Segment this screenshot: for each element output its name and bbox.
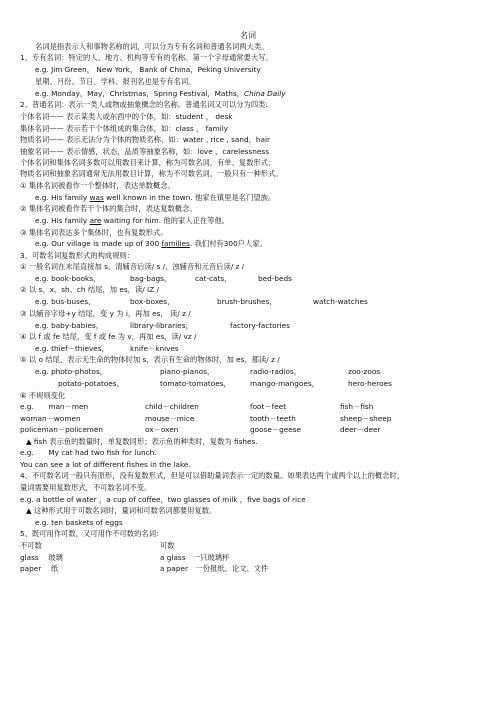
section-1-example-1: e.g. Jim Green， New York， Bank of China，Peking University bbox=[35, 65, 261, 74]
plural-example: brush-brushes， bbox=[217, 297, 277, 306]
countable-note: 个体名词和集体名词多数可以用数目来计算，称为可数名词，有单、复数形式； bbox=[20, 158, 276, 167]
underlined-word: are bbox=[89, 216, 102, 225]
section-1-example-2-italic: China Daily bbox=[243, 89, 286, 98]
plural-rule-6: ⑥ 不规则变化 bbox=[20, 391, 66, 400]
underlined-word: was bbox=[89, 193, 104, 202]
column-header-uncountable: 不可数 bbox=[20, 541, 42, 550]
plural-example: e.g. photo-photos， bbox=[35, 367, 108, 376]
countable-meaning: a paper 一份报纸、论文、文件 bbox=[160, 564, 269, 573]
example-text: . 我们村有300户人家。 bbox=[189, 239, 267, 248]
plural-example: tomato-tomatoes， bbox=[160, 379, 231, 388]
plural-example: zoo-zoos bbox=[348, 367, 381, 376]
section-4-example-2: e.g. ten baskets of eggs bbox=[35, 518, 123, 527]
section-4-example: e.g. a bottle of water ，a cup of coffee，two glasses of milk ，five bags of rice bbox=[20, 495, 306, 504]
plural-example: cat-cats， bbox=[195, 274, 232, 283]
section-5-heading: 5、既可用作可数，又可用作不可数的名词： bbox=[20, 529, 164, 538]
noun-type-material: 物质名词—— 表示无法分为个体的物质名称，如：water , rice , sand，hair bbox=[20, 135, 271, 144]
plural-example: bed-beds bbox=[258, 274, 292, 283]
irregular-plural: woman－women bbox=[20, 414, 81, 423]
column-header-countable: 可数 bbox=[160, 541, 175, 550]
noun-type-individual: 个体名词—— 表示某类人或东西中的个体，如：student ， desk bbox=[20, 112, 233, 121]
irregular-plural: mouse－mice bbox=[145, 414, 195, 423]
plural-example: watch-watches bbox=[313, 297, 368, 306]
plural-example: knife－knives bbox=[130, 344, 179, 353]
irregular-plural: fish－fish bbox=[340, 402, 374, 411]
noun-type-collective: 集体名词—— 表示若干个体组成的集合体，如：class ， family bbox=[20, 124, 229, 133]
noun-type-abstract: 抽象名词—— 表示情感，状态，品质等抽象名称，如：love ，carelessness bbox=[20, 147, 270, 156]
plural-example: bag-bags， bbox=[130, 274, 172, 283]
fish-note: ▲ fish 表示鱼的数量时，单复数同形；表示鱼的种类时，复数为 fishes. bbox=[26, 437, 258, 446]
plural-rule-2: ② 以 s、x、sh、ch 结尾，加 es，读/ IZ / bbox=[20, 285, 159, 294]
fish-example-1: e.g. My cat had two fish for lunch. bbox=[20, 448, 157, 457]
example-text: e.g. His family bbox=[35, 216, 90, 225]
collective-rule-1-example bbox=[35, 192, 275, 203]
section-4-heading-cont: 量词需要用复数形式，不可数名词不变。 bbox=[20, 483, 152, 492]
example-text: e.g. Our village is made up of 300 bbox=[35, 239, 162, 248]
plural-example: mango-mangoes， bbox=[250, 379, 319, 388]
countable-meaning: a glass 一只玻璃杯 bbox=[160, 553, 230, 562]
plural-example: library-libraries， bbox=[130, 321, 193, 330]
example-text: well known in the town. 他家在镇里是名门望族。 bbox=[103, 193, 276, 202]
uncountable-note: 物质名词和抽象名词通常无法用数目计算，称为不可数名词，一般只有一种形式。 bbox=[20, 169, 283, 178]
plural-rule-1: ① 一般名词在末尾直接加 s，清辅音后读/ s /，浊辅音和元音后读/ z / bbox=[20, 262, 245, 271]
plural-example: e.g. bus-buses， bbox=[35, 297, 96, 306]
example-text: e.g. His family bbox=[35, 193, 90, 202]
irregular-plural: child－children bbox=[145, 402, 199, 411]
collective-rule-1: ① 集体名词被看作一个整体时，表达单数概念。 bbox=[20, 181, 175, 190]
irregular-plural: foot－feet bbox=[250, 402, 287, 411]
plural-example: e.g. book-books， bbox=[35, 274, 101, 283]
intro-text: 名词是指表示人和事物名称的词，可以分为专有名词和普通名词两大类。 bbox=[35, 42, 269, 51]
collective-rule-3-example bbox=[35, 238, 267, 249]
section-1-heading: 1、专有名词：特定的人、地方、机构等专有的名称。第一个字母通常要大写。 bbox=[20, 53, 273, 62]
plural-example: piano-pianos， bbox=[160, 367, 215, 376]
irregular-plural: tooth－teeth bbox=[250, 414, 296, 423]
collective-rule-3: ③ 集体名词表达多个集体时，也有复数形式。 bbox=[20, 228, 168, 237]
plural-example: e.g. baby-babies， bbox=[35, 321, 103, 330]
page-title: 名词 bbox=[240, 31, 256, 40]
collective-rule-2: ② 集体名词被看作若干个体的集合时，表达复数概念。 bbox=[20, 204, 197, 213]
irregular-plural: sheep－sheep bbox=[340, 414, 392, 423]
plural-example: e.g. thief－thieves， bbox=[35, 344, 109, 353]
section-4-note: ▲ 这种形式用于可数名词时，量词和可数名词都要用复数。 bbox=[26, 506, 217, 515]
irregular-plural: e.g. man－men bbox=[20, 402, 89, 411]
irregular-plural: ox－oxen bbox=[145, 425, 179, 434]
plural-rule-3: ③ 以辅音字母+y 结尾，变 y 为 i，再加 es， 读/ z / bbox=[20, 309, 191, 318]
collective-rule-2-example bbox=[35, 215, 229, 226]
plural-rule-5: ⑤ 以 o 结尾，表示无生命的物体时加 s，表示有生命的物体时，加 es，都读/ z / bbox=[20, 355, 280, 364]
example-text: waiting for him. 他的家人正在等他。 bbox=[101, 216, 230, 225]
plural-example: hero-heroes bbox=[348, 379, 392, 388]
plural-example: box-boxes， bbox=[130, 297, 175, 306]
underlined-word: families bbox=[161, 239, 190, 248]
irregular-plural: policeman－policemen bbox=[20, 425, 104, 434]
section-3-heading: 3、可数名词复数形式的构成规则： bbox=[20, 251, 135, 260]
section-4-heading: 4、不可数名词一般只有原形，没有复数形式，但是可以借助量词表示一定的数量。如果表达两个或两个以上的概念时， bbox=[20, 471, 405, 480]
plural-rule-4: ④ 以 f 或 fe 结尾，变 f 或 fe 为 v，再加 es，读/ vz / bbox=[20, 332, 197, 341]
section-1-example-2 bbox=[35, 88, 286, 99]
section-2-heading: 2、普通名词：表示一类人或物或抽象概念的名称。普通名词又可以分为四类: bbox=[20, 100, 268, 109]
section-1-example-2-text: e.g. Monday，May，Christmas，Spring Festival，Maths， bbox=[35, 89, 244, 98]
plural-example: factory-factories bbox=[230, 321, 290, 330]
fish-example-2: You can see a lot of different fishes in the lake. bbox=[20, 460, 191, 469]
plural-example: radio-radios， bbox=[250, 367, 302, 376]
plural-example: potato-potatoes， bbox=[58, 379, 124, 388]
irregular-plural: deer－deer bbox=[340, 425, 381, 434]
uncountable-meaning: glass 玻璃 bbox=[20, 553, 63, 562]
section-1-note: 星期、月份、节日、学科、报刊名也是专有名词。 bbox=[35, 77, 196, 86]
irregular-plural: goose－geese bbox=[250, 425, 302, 434]
uncountable-meaning: paper 纸 bbox=[20, 564, 59, 573]
